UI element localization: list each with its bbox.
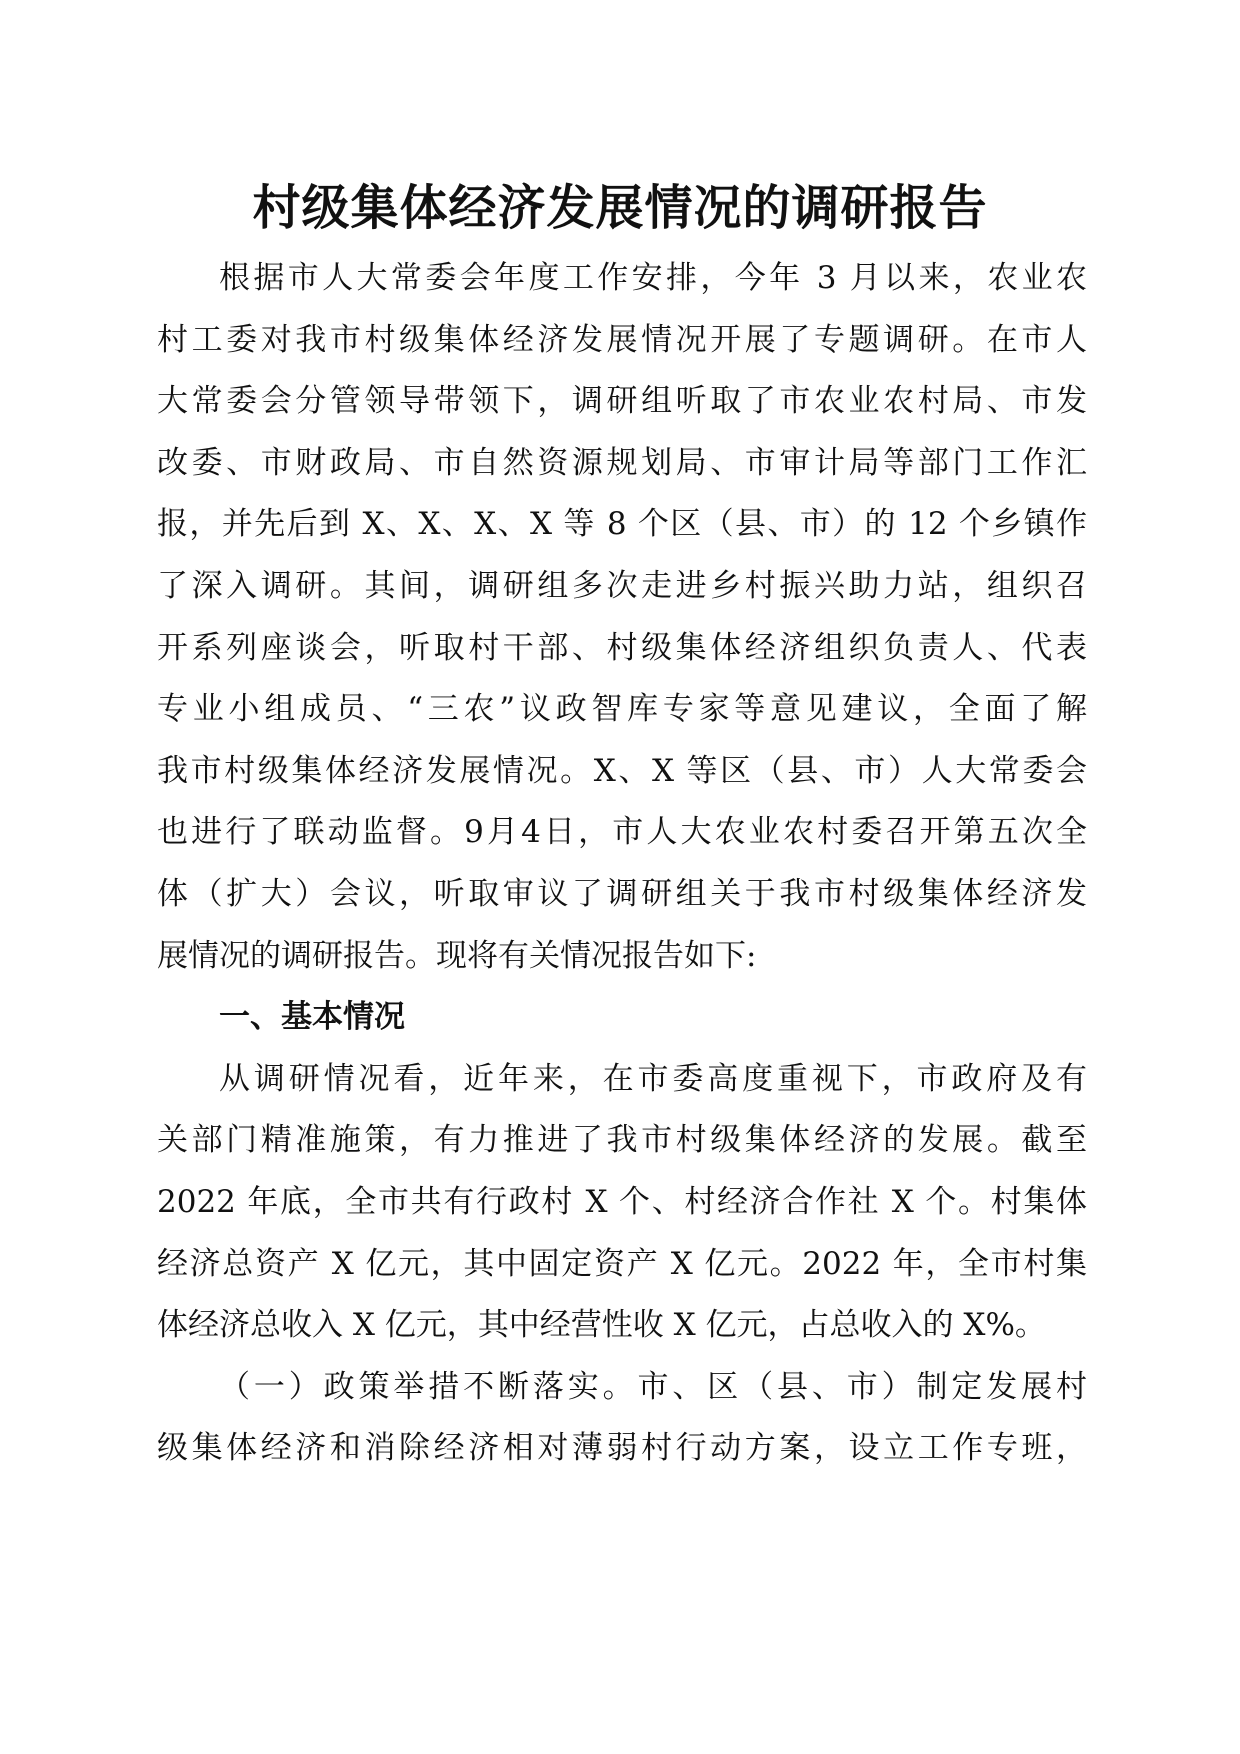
document-title: 村级集体经济发展情况的调研报告 <box>252 180 988 236</box>
document-body <box>157 248 1087 1480</box>
text-line: 关部门精准施策，有力推进了我市村级集体经济的发展。截至 <box>157 1122 1087 1159</box>
text-line: 村工委对我市村级集体经济发展情况开展了专题调研。在市人 <box>157 321 1087 358</box>
text-line: 改委、市财政局、市自然资源规划局、市审计局等部门工作汇 <box>157 444 1087 481</box>
text-line: 级集体经济和消除经济相对薄弱村行动方案，设立工作专班， <box>157 1430 1087 1467</box>
text-line: 从调研情况看，近年来，在市委高度重视下，市政府及有 <box>219 1060 1087 1097</box>
text-line: 体（扩大）会议，听取审议了调研组关于我市村级集体经济发 <box>157 875 1087 912</box>
text-line: 也进行了联动监督。9月4日，市人大农业农村委召开第五次全 <box>157 814 1087 851</box>
section-heading: 一、基本情况 <box>219 999 405 1036</box>
text-line: 专业小组成员、“三农”议政智库专家等意见建议，全面了解 <box>157 691 1087 728</box>
text-line: 体经济总收入 X 亿元，其中经营性收 X 亿元，占总收入的 X%。 <box>157 1307 1046 1344</box>
text-line: 报，并先后到 X、X、X、X 等 8 个区（县、市）的 12 个乡镇作 <box>157 506 1087 543</box>
text-line: 经济总资产 X 亿元，其中固定资产 X 亿元。2022 年，全市村集 <box>157 1245 1087 1282</box>
text-line: 展情况的调研报告。现将有关情况报告如下: <box>157 937 757 974</box>
text-line: 了深入调研。其间，调研组多次走进乡村振兴助力站，组织召 <box>157 567 1087 604</box>
text-line: （一）政策举措不断落实。市、区（县、市）制定发展村 <box>219 1368 1087 1405</box>
text-line: 2022 年底，全市共有行政村 X 个、村经济合作社 X 个。村集体 <box>157 1183 1087 1220</box>
text-line: 根据市人大常委会年度工作安排，今年 3 月以来，农业农 <box>219 260 1087 296</box>
text-line: 开系列座谈会，听取村干部、村级集体经济组织负责人、代表 <box>157 629 1087 666</box>
text-line: 我市村级集体经济发展情况。X、X 等区（县、市）人大常委会 <box>157 752 1087 789</box>
text-line: 大常委会分管领导带领下，调研组听取了市农业农村局、市发 <box>157 383 1087 420</box>
